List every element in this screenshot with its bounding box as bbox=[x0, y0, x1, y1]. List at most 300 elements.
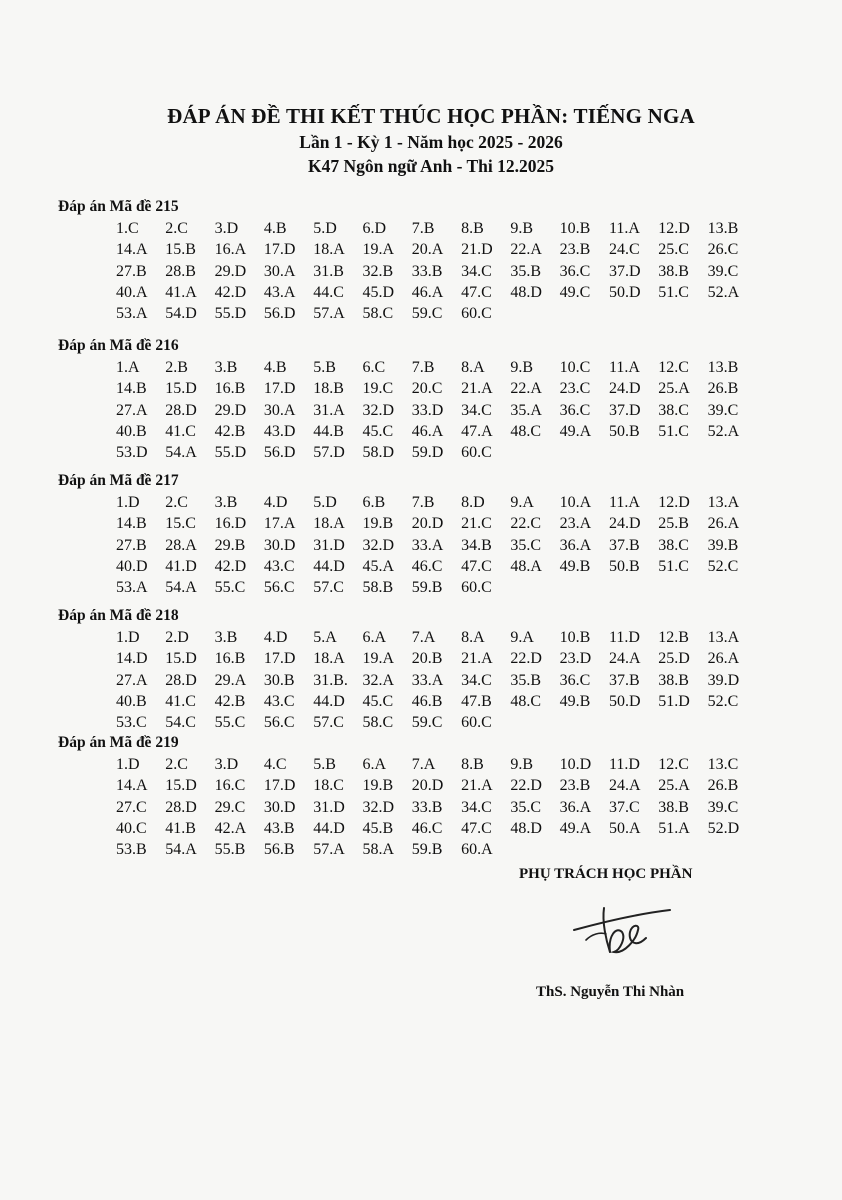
answer-cell: 35.C bbox=[510, 798, 542, 816]
answer-cell: 55.C bbox=[214, 714, 246, 732]
answer-cell: 16.B bbox=[214, 380, 246, 398]
answer-cell: 56.B bbox=[263, 841, 295, 859]
answer-cell: 57.A bbox=[313, 305, 345, 323]
answer-cell: 21.A bbox=[461, 777, 493, 795]
answer-cell: 9.A bbox=[510, 494, 534, 511]
answer-cell: 10.A bbox=[559, 494, 592, 511]
answer-cell: 51.A bbox=[658, 819, 690, 837]
answer-cell: 32.D bbox=[362, 798, 395, 816]
answer-cell: 10.B bbox=[559, 629, 591, 646]
answer-cell: 51.C bbox=[658, 283, 689, 301]
answer-cell: 37.D bbox=[608, 262, 641, 280]
answer-cell: 53.B bbox=[116, 841, 147, 859]
answer-cell: 48.D bbox=[510, 283, 542, 301]
answer-cell: 27.B bbox=[116, 536, 147, 554]
answer-cell: 29.C bbox=[214, 798, 246, 816]
answer-cell: 1.A bbox=[116, 359, 140, 376]
answer-cell: 18.A bbox=[313, 515, 345, 533]
answer-cell: 58.A bbox=[362, 841, 395, 859]
answer-cell: 30.D bbox=[263, 536, 296, 554]
answer-cell: 28.A bbox=[165, 536, 197, 554]
answer-cell: 10.C bbox=[559, 359, 591, 376]
answer-cell: 17.D bbox=[263, 777, 296, 795]
answer-cell: 38.B bbox=[658, 262, 689, 280]
answer-cell: 48.D bbox=[510, 819, 542, 837]
signer-name: ThS. Nguyễn Thi Nhàn bbox=[536, 984, 685, 1000]
answer-cell: 25.C bbox=[658, 241, 689, 259]
answer-cell: 15.D bbox=[165, 380, 197, 398]
answer-cell: 31.D bbox=[313, 798, 345, 816]
answer-cell: 43.C bbox=[263, 692, 295, 710]
answer-cell: 47.C bbox=[461, 557, 492, 575]
answer-cell: 8.B bbox=[461, 220, 484, 237]
answer-cell: 25.D bbox=[658, 650, 690, 668]
answer-cell: 43.C bbox=[263, 557, 295, 575]
answer-cell: 24.A bbox=[608, 777, 641, 795]
answer-cell: 53.C bbox=[116, 714, 147, 732]
answer-cell: 37.B bbox=[608, 671, 640, 689]
answer-cell: 33.B bbox=[411, 262, 443, 280]
answer-grid bbox=[116, 357, 757, 463]
answer-cell: 33.A bbox=[411, 536, 444, 554]
answer-cell: 48.C bbox=[510, 692, 542, 710]
answer-cell: 51.C bbox=[658, 422, 689, 440]
answer-cell: 22.D bbox=[510, 777, 542, 795]
answer-cell: 60.C bbox=[461, 714, 492, 732]
answer-cell: 59.D bbox=[411, 444, 444, 462]
answer-cell: 13.C bbox=[707, 756, 739, 773]
answer-cell: 49.B bbox=[559, 557, 591, 575]
answer-cell: 25.B bbox=[658, 515, 689, 533]
answer-cell: 14.A bbox=[116, 241, 148, 259]
answer-cell: 6.A bbox=[362, 629, 387, 646]
answer-cell: 4.B bbox=[263, 220, 287, 237]
answer-cell: 19.C bbox=[362, 380, 394, 398]
answer-cell: 24.D bbox=[608, 515, 641, 533]
answer-cell: 52.D bbox=[707, 819, 740, 837]
answer-cell: 17.D bbox=[263, 650, 296, 668]
answer-cell: 19.B bbox=[362, 777, 394, 795]
answer-cell: 52.C bbox=[707, 557, 739, 575]
answer-cell: 46.A bbox=[411, 283, 444, 301]
answer-cell: 30.D bbox=[263, 798, 296, 816]
answer-cell: 53.A bbox=[116, 579, 148, 597]
answer-cell: 35.B bbox=[510, 671, 542, 689]
answer-cell: 39.C bbox=[707, 262, 739, 280]
answer-cell: 29.A bbox=[214, 671, 247, 689]
answer-cell: 9.B bbox=[510, 756, 534, 773]
answer-cell: 5.D bbox=[313, 494, 337, 511]
answer-cell: 38.C bbox=[658, 401, 689, 419]
answer-cell: 1.C bbox=[116, 220, 139, 237]
answer-cell: 26.A bbox=[707, 515, 740, 533]
section-title: Đáp án Mã đề 216 bbox=[58, 337, 179, 354]
answer-cell: 38.B bbox=[658, 671, 689, 689]
answer-cell: 60.C bbox=[461, 444, 492, 462]
answer-cell: 11.A bbox=[608, 359, 640, 376]
answer-cell: 9.B bbox=[510, 359, 534, 376]
answer-cell: 7.B bbox=[411, 359, 435, 376]
answer-cell: 21.D bbox=[461, 241, 493, 259]
answer-cell: 5.D bbox=[313, 220, 337, 237]
section-title: Đáp án Mã đề 218 bbox=[58, 607, 179, 624]
answer-cell: 26.A bbox=[707, 650, 740, 668]
answer-cell: 37.D bbox=[608, 401, 641, 419]
answer-cell: 45.A bbox=[362, 557, 395, 575]
answer-cell: 58.C bbox=[362, 714, 394, 732]
answer-cell: 32.D bbox=[362, 536, 395, 554]
answer-cell: 1.D bbox=[116, 756, 140, 773]
answer-cell: 55.D bbox=[214, 305, 247, 323]
answer-cell: 23.A bbox=[559, 515, 592, 533]
answer-cell: 21.A bbox=[461, 650, 493, 668]
answer-cell: 58.C bbox=[362, 305, 394, 323]
answer-cell: 41.A bbox=[165, 283, 197, 301]
answer-cell: 50.D bbox=[608, 692, 641, 710]
answer-cell: 51.D bbox=[658, 692, 690, 710]
answer-cell: 22.A bbox=[510, 380, 542, 398]
answer-cell: 2.D bbox=[165, 629, 189, 646]
answer-cell: 35.A bbox=[510, 401, 542, 419]
answer-cell: 8.B bbox=[461, 756, 484, 773]
answer-cell: 31.B bbox=[313, 262, 344, 280]
answer-cell: 23.C bbox=[559, 380, 591, 398]
answer-cell: 1.D bbox=[116, 629, 140, 646]
answer-grid bbox=[116, 218, 757, 324]
answer-cell: 37.B bbox=[608, 536, 640, 554]
answer-cell: 57.C bbox=[313, 579, 344, 597]
answer-cell: 60.A bbox=[461, 841, 493, 859]
answer-cell: 34.C bbox=[461, 401, 492, 419]
answer-cell: 25.A bbox=[658, 777, 690, 795]
answer-cell: 47.A bbox=[461, 422, 493, 440]
answer-cell: 44.D bbox=[313, 557, 345, 575]
answer-cell: 49.A bbox=[559, 422, 592, 440]
answer-cell: 4.C bbox=[263, 756, 287, 773]
answer-cell: 2.C bbox=[165, 220, 188, 237]
document-title: ĐÁP ÁN ĐỀ THI KẾT THÚC HỌC PHẦN: TIẾNG NGA bbox=[167, 104, 695, 128]
answer-cell: 42.D bbox=[214, 557, 247, 575]
answer-cell: 52.A bbox=[707, 283, 740, 301]
answer-cell: 20.B bbox=[411, 650, 443, 668]
answer-cell: 41.C bbox=[165, 692, 196, 710]
answer-cell: 20.C bbox=[411, 380, 443, 398]
answer-cell: 8.A bbox=[461, 359, 485, 376]
answer-cell: 4.D bbox=[263, 629, 288, 646]
answer-cell: 23.B bbox=[559, 777, 591, 795]
answer-cell: 28.D bbox=[165, 798, 197, 816]
answer-cell: 3.D bbox=[214, 756, 239, 773]
answer-cell: 36.A bbox=[559, 798, 592, 816]
answer-cell: 17.D bbox=[263, 241, 296, 259]
answer-cell: 2.B bbox=[165, 359, 188, 376]
answer-cell: 31.B. bbox=[313, 671, 348, 689]
answer-cell: 18.A bbox=[313, 650, 345, 668]
answer-cell: 42.D bbox=[214, 283, 247, 301]
answer-cell: 30.A bbox=[263, 262, 296, 280]
answer-cell: 22.C bbox=[510, 515, 542, 533]
answer-cell: 55.B bbox=[214, 841, 246, 859]
answer-cell: 15.D bbox=[165, 650, 197, 668]
answer-cell: 39.D bbox=[707, 671, 740, 689]
answer-cell: 11.D bbox=[608, 756, 640, 773]
answer-cell: 13.B bbox=[707, 220, 739, 237]
answer-cell: 53.D bbox=[116, 444, 148, 462]
answer-cell: 4.D bbox=[263, 494, 288, 511]
answer-cell: 6.A bbox=[362, 756, 387, 773]
answer-cell: 34.C bbox=[461, 671, 492, 689]
answer-cell: 13.A bbox=[707, 629, 740, 646]
handwritten-signature bbox=[566, 900, 676, 970]
answer-cell: 36.C bbox=[559, 262, 591, 280]
answer-cell: 27.A bbox=[116, 671, 148, 689]
answer-cell: 44.C bbox=[313, 283, 344, 301]
answer-cell: 56.C bbox=[263, 714, 295, 732]
answer-cell: 26.B bbox=[707, 777, 739, 795]
answer-cell: 11.A bbox=[608, 220, 640, 237]
answer-cell: 9.A bbox=[510, 629, 534, 646]
answer-cell: 13.B bbox=[707, 359, 739, 376]
answer-cell: 33.B bbox=[411, 798, 443, 816]
answer-cell: 24.C bbox=[608, 241, 640, 259]
answer-cell: 15.B bbox=[165, 241, 196, 259]
answer-cell: 31.D bbox=[313, 536, 345, 554]
answer-cell: 38.B bbox=[658, 798, 689, 816]
answer-cell: 19.A bbox=[362, 650, 395, 668]
answer-cell: 37.C bbox=[608, 798, 640, 816]
answer-cell: 50.D bbox=[608, 283, 641, 301]
answer-cell: 52.C bbox=[707, 692, 739, 710]
answer-grid bbox=[116, 754, 757, 860]
answer-cell: 46.C bbox=[411, 819, 443, 837]
answer-cell: 41.B bbox=[165, 819, 196, 837]
answer-cell: 9.B bbox=[510, 220, 534, 237]
document-header bbox=[0, 104, 842, 177]
answer-cell: 35.C bbox=[510, 536, 542, 554]
answer-cell: 16.C bbox=[214, 777, 246, 795]
answer-cell: 54.A bbox=[165, 579, 197, 597]
section-title: Đáp án Mã đề 217 bbox=[58, 472, 179, 489]
answer-cell: 48.A bbox=[510, 557, 542, 575]
answer-cell: 58.D bbox=[362, 444, 395, 462]
answer-cell: 45.C bbox=[362, 692, 394, 710]
answer-cell: 36.A bbox=[559, 536, 592, 554]
answer-cell: 54.A bbox=[165, 841, 197, 859]
answer-grid bbox=[116, 492, 757, 598]
answer-cell: 55.D bbox=[214, 444, 247, 462]
answer-cell: 12.C bbox=[658, 756, 689, 773]
answer-cell: 6.D bbox=[362, 220, 387, 237]
answer-cell: 15.C bbox=[165, 515, 196, 533]
answer-cell: 40.B bbox=[116, 692, 147, 710]
answer-cell: 14.B bbox=[116, 515, 147, 533]
answer-cell: 12.D bbox=[658, 220, 690, 237]
answer-cell: 3.B bbox=[214, 629, 238, 646]
answer-cell: 45.C bbox=[362, 422, 394, 440]
answer-cell: 11.A bbox=[608, 494, 640, 511]
answer-cell: 46.C bbox=[411, 557, 443, 575]
answer-cell: 32.D bbox=[362, 401, 395, 419]
answer-cell: 43.D bbox=[263, 422, 296, 440]
answer-cell: 8.A bbox=[461, 629, 485, 646]
answer-cell: 54.C bbox=[165, 714, 196, 732]
answer-cell: 59.B bbox=[411, 579, 443, 597]
answer-cell: 7.A bbox=[411, 629, 436, 646]
answer-cell: 18.C bbox=[313, 777, 344, 795]
answer-cell: 57.C bbox=[313, 714, 344, 732]
answer-cell: 59.C bbox=[411, 714, 443, 732]
answer-cell: 55.C bbox=[214, 579, 246, 597]
answer-cell: 33.A bbox=[411, 671, 444, 689]
answer-cell: 21.A bbox=[461, 380, 493, 398]
answer-cell: 12.B bbox=[658, 629, 689, 646]
answer-cell: 28.D bbox=[165, 671, 197, 689]
answer-cell: 56.D bbox=[263, 444, 296, 462]
answer-cell: 52.A bbox=[707, 422, 740, 440]
answer-cell: 57.A bbox=[313, 841, 345, 859]
answer-cell: 20.A bbox=[411, 241, 444, 259]
answer-cell: 16.B bbox=[214, 650, 246, 668]
answer-cell: 14.D bbox=[116, 650, 148, 668]
answer-grid bbox=[116, 627, 757, 733]
answer-cell: 32.B bbox=[362, 262, 394, 280]
answer-cell: 47.C bbox=[461, 283, 492, 301]
answer-cell: 53.A bbox=[116, 305, 148, 323]
section-title: Đáp án Mã đề 215 bbox=[58, 198, 179, 215]
answer-cell: 34.B bbox=[461, 536, 492, 554]
answer-cell: 60.C bbox=[461, 305, 492, 323]
answer-cell: 48.C bbox=[510, 422, 542, 440]
answer-cell: 29.D bbox=[214, 262, 247, 280]
answer-cell: 23.D bbox=[559, 650, 592, 668]
answer-cell: 42.B bbox=[214, 422, 246, 440]
answer-cell: 40.B bbox=[116, 422, 147, 440]
answer-cell: 36.C bbox=[559, 671, 591, 689]
answer-cell: 19.B bbox=[362, 515, 394, 533]
answer-cell: 56.D bbox=[263, 305, 296, 323]
answer-cell: 23.B bbox=[559, 241, 591, 259]
answer-cell: 34.C bbox=[461, 262, 492, 280]
answer-cell: 40.C bbox=[116, 819, 147, 837]
answer-cell: 29.D bbox=[214, 401, 247, 419]
answer-cell: 3.B bbox=[214, 494, 238, 511]
answer-cell: 50.A bbox=[608, 819, 641, 837]
answer-cell: 1.D bbox=[116, 494, 140, 511]
document-subtitle-class: K47 Ngôn ngữ Anh - Thi 12.2025 bbox=[307, 156, 554, 176]
document-subtitle-term: Lần 1 - Kỳ 1 - Năm học 2025 - 2026 bbox=[299, 132, 563, 152]
answer-cell: 7.B bbox=[411, 220, 435, 237]
answer-cell: 18.B bbox=[313, 380, 344, 398]
answer-cell: 33.D bbox=[411, 401, 444, 419]
answer-cell: 6.B bbox=[362, 494, 386, 511]
answer-cell: 47.C bbox=[461, 819, 492, 837]
answer-cell: 44.B bbox=[313, 422, 344, 440]
answer-cell: 15.D bbox=[165, 777, 197, 795]
answer-cell: 24.A bbox=[608, 650, 641, 668]
answer-cell: 41.D bbox=[165, 557, 197, 575]
answer-cell: 43.B bbox=[263, 819, 295, 837]
answer-cell: 22.D bbox=[510, 650, 542, 668]
answer-cell: 2.C bbox=[165, 494, 188, 511]
answer-cell: 47.B bbox=[461, 692, 492, 710]
answer-cell: 25.A bbox=[658, 380, 690, 398]
answer-cell: 59.C bbox=[411, 305, 443, 323]
answer-cell: 5.B bbox=[313, 359, 336, 376]
signer-role: PHỤ TRÁCH HỌC PHẦN bbox=[519, 866, 693, 882]
answer-cell: 30.A bbox=[263, 401, 296, 419]
answer-cell: 26.C bbox=[707, 241, 739, 259]
answer-cell: 7.A bbox=[411, 756, 436, 773]
answer-cell: 10.D bbox=[559, 756, 592, 773]
answer-cell: 32.A bbox=[362, 671, 395, 689]
answer-cell: 46.A bbox=[411, 422, 444, 440]
answer-cell: 12.D bbox=[658, 494, 690, 511]
answer-cell: 49.A bbox=[559, 819, 592, 837]
answer-cell: 46.B bbox=[411, 692, 443, 710]
answer-cell: 39.C bbox=[707, 798, 739, 816]
answer-cell: 57.D bbox=[313, 444, 345, 462]
answer-cell: 42.A bbox=[214, 819, 247, 837]
answer-cell: 35.B bbox=[510, 262, 542, 280]
answer-cell: 5.A bbox=[313, 629, 337, 646]
answer-cell: 27.C bbox=[116, 798, 147, 816]
answer-cell: 28.B bbox=[165, 262, 196, 280]
answer-cell: 49.B bbox=[559, 692, 591, 710]
answer-cell: 14.B bbox=[116, 380, 147, 398]
answer-cell: 29.B bbox=[214, 536, 246, 554]
answer-cell: 16.A bbox=[214, 241, 247, 259]
answer-cell: 31.A bbox=[313, 401, 345, 419]
answer-cell: 49.C bbox=[559, 283, 591, 301]
answer-cell: 40.D bbox=[116, 557, 148, 575]
answer-cell: 45.D bbox=[362, 283, 395, 301]
answer-cell: 8.D bbox=[461, 494, 485, 511]
answer-cell: 22.A bbox=[510, 241, 542, 259]
answer-cell: 51.C bbox=[658, 557, 689, 575]
answer-cell: 20.D bbox=[411, 515, 444, 533]
answer-cell: 30.B bbox=[263, 671, 295, 689]
answer-cell: 54.A bbox=[165, 444, 197, 462]
answer-cell: 12.C bbox=[658, 359, 689, 376]
answer-cell: 11.D bbox=[608, 629, 640, 646]
answer-cell: 13.A bbox=[707, 494, 740, 511]
answer-cell: 44.D bbox=[313, 692, 345, 710]
answer-cell: 21.C bbox=[461, 515, 492, 533]
answer-cell: 26.B bbox=[707, 380, 739, 398]
answer-cell: 19.A bbox=[362, 241, 395, 259]
answer-cell: 18.A bbox=[313, 241, 345, 259]
answer-cell: 56.C bbox=[263, 579, 295, 597]
answer-cell: 4.B bbox=[263, 359, 287, 376]
answer-cell: 36.C bbox=[559, 401, 591, 419]
answer-cell: 17.A bbox=[263, 515, 296, 533]
answer-cell: 6.C bbox=[362, 359, 386, 376]
answer-cell: 24.D bbox=[608, 380, 641, 398]
answer-cell: 38.C bbox=[658, 536, 689, 554]
answer-cell: 20.D bbox=[411, 777, 444, 795]
answer-cell: 39.B bbox=[707, 536, 739, 554]
answer-cell: 59.B bbox=[411, 841, 443, 859]
answer-cell: 16.D bbox=[214, 515, 247, 533]
answer-cell: 44.D bbox=[313, 819, 345, 837]
answer-cell: 42.B bbox=[214, 692, 246, 710]
answer-cell: 27.B bbox=[116, 262, 147, 280]
answer-cell: 43.A bbox=[263, 283, 296, 301]
answer-cell: 14.A bbox=[116, 777, 148, 795]
answer-cell: 2.C bbox=[165, 756, 188, 773]
answer-cell: 7.B bbox=[411, 494, 435, 511]
answer-cell: 54.D bbox=[165, 305, 197, 323]
